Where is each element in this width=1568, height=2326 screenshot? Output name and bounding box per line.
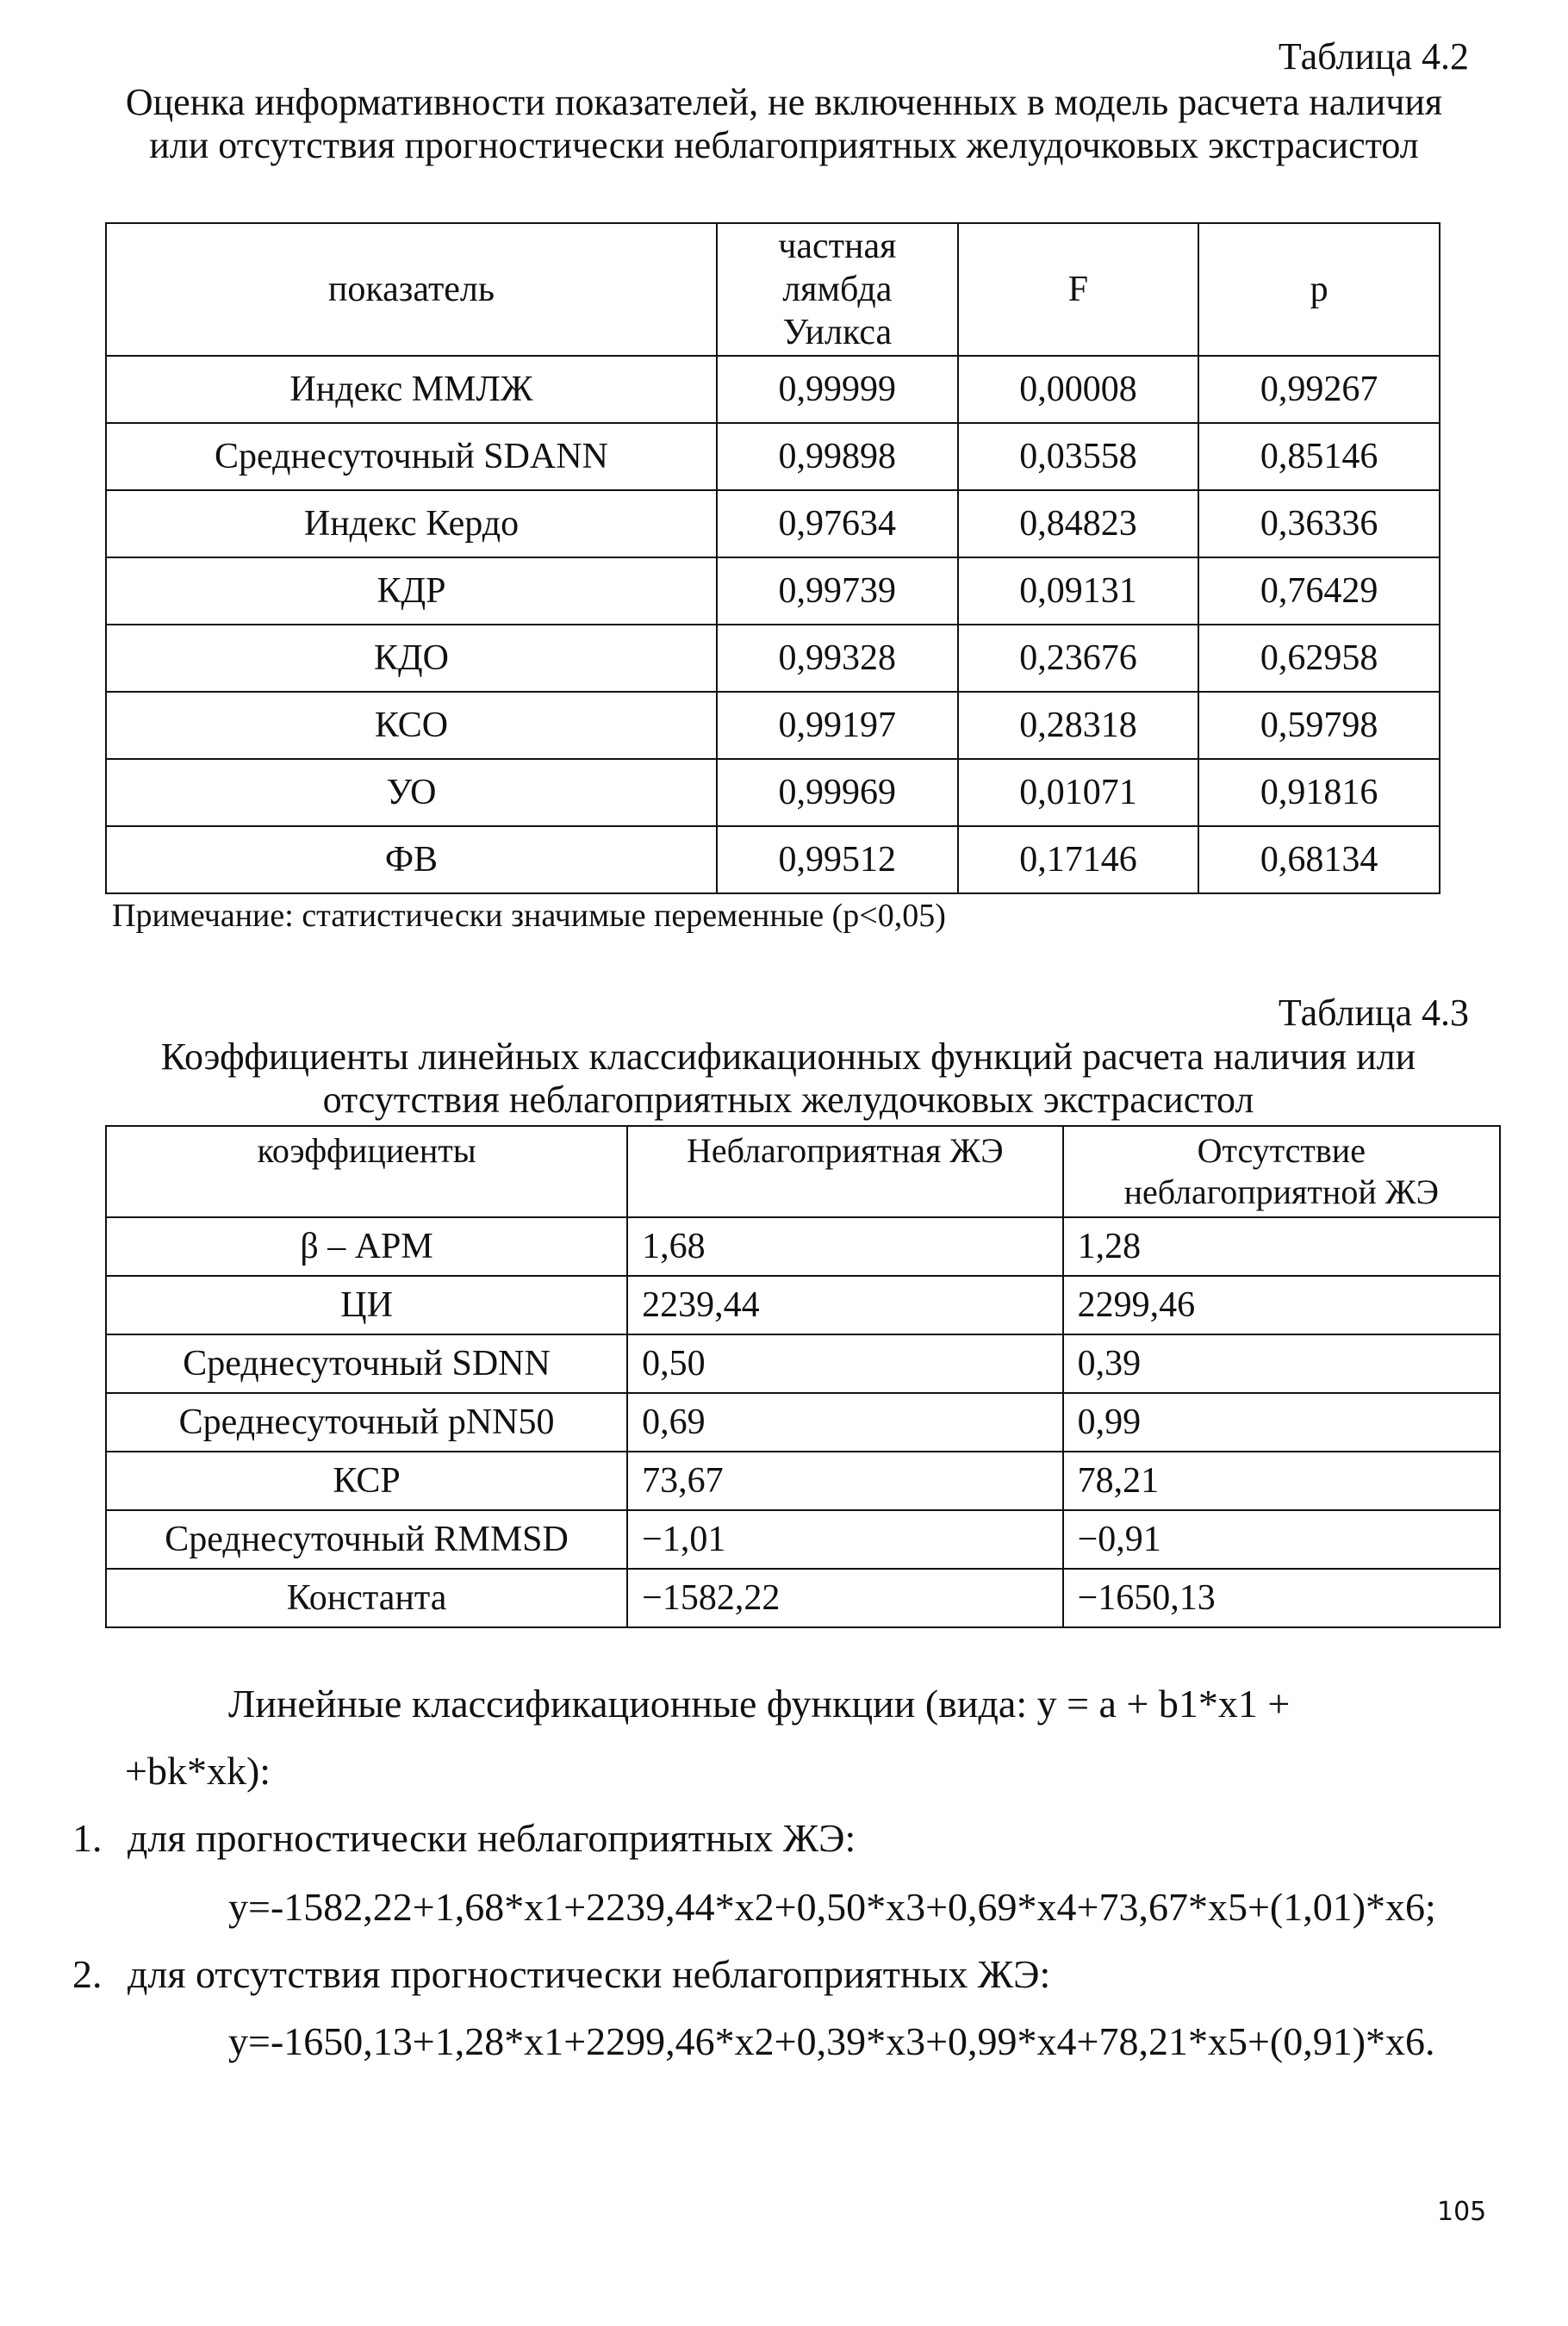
- table1-cell: Индекс ММЛЖ: [106, 356, 717, 423]
- table2-cell: 2299,46: [1063, 1276, 1500, 1334]
- table1-label: Таблица 4.2: [1278, 35, 1469, 78]
- table2-row: [106, 1276, 1500, 1334]
- table2-row: [106, 1334, 1500, 1393]
- table1-cell: 0,36336: [1198, 490, 1440, 557]
- table2-cell: −1582,22: [627, 1569, 1062, 1627]
- table1-cell: 0,99999: [717, 356, 958, 423]
- table1-cell: 0,59798: [1198, 692, 1440, 759]
- table1-cell: УО: [106, 759, 717, 826]
- table1-cell: 0,97634: [717, 490, 958, 557]
- table2-cell: 0,39: [1063, 1334, 1500, 1393]
- table2: [105, 1125, 1501, 1628]
- table1-cell: КДО: [106, 625, 717, 692]
- table1-cell: 0,17146: [958, 826, 1199, 893]
- table1-cell: 0,99197: [717, 692, 958, 759]
- table1-header-cell: частная лямбда Уилкса: [717, 223, 958, 356]
- table1-cell: 0,99898: [717, 423, 958, 490]
- table1-cell: 0,84823: [958, 490, 1199, 557]
- table1-cell: 0,09131: [958, 557, 1199, 625]
- table1-row: [106, 423, 1440, 490]
- table1-cell: 0,99267: [1198, 356, 1440, 423]
- table2-row: [106, 1510, 1500, 1569]
- table2-cell: ЦИ: [106, 1276, 627, 1334]
- table2-cell: 73,67: [627, 1452, 1062, 1510]
- table2-cell: 0,69: [627, 1393, 1062, 1452]
- intro-line-2: +bk*xk):: [125, 1749, 271, 1793]
- table1-cell: КДР: [106, 557, 717, 625]
- table2-cell: Среднесуточный pNN50: [106, 1393, 627, 1452]
- table1-row: [106, 490, 1440, 557]
- table1-row: [106, 557, 1440, 625]
- table1-cell: 0,76429: [1198, 557, 1440, 625]
- table2-row: [106, 1393, 1500, 1452]
- table2-caption: Коэффициенты линейных классификационных функций расчета наличия или отсутствия неблагоприятных желудочковых экстрасистол: [160, 1036, 1416, 1121]
- table1-row: [106, 625, 1440, 692]
- list-item-2: для отсутствия прогностически неблагоприятных ЖЭ:: [128, 1952, 1051, 1996]
- table1-caption: Оценка информативности показателей, не включенных в модель расчета наличия или отсутствия прогностически неблагоприятных желудочковых экстрасистол: [125, 81, 1443, 166]
- table2-header-cell: Неблагоприятная ЖЭ: [627, 1126, 1062, 1217]
- list-number-1: 1.: [72, 1816, 103, 1860]
- table1-header-cell: F: [958, 223, 1199, 356]
- table1-row: [106, 356, 1440, 423]
- formula-1: y=-1582,22+1,68*x1+2239,44*x2+0,50*x3+0,69*x4+73,67*x5+(1,01)*x6;: [228, 1885, 1436, 1929]
- list-item-1: для прогностически неблагоприятных ЖЭ:: [128, 1816, 856, 1860]
- table2-cell: −1650,13: [1063, 1569, 1500, 1627]
- table2-cell: 0,99: [1063, 1393, 1500, 1452]
- intro-line-1: Линейные классификационные функции (вида: y = a + b1*x1 +: [228, 1682, 1291, 1726]
- table2-header-row: [106, 1126, 1500, 1217]
- table2-cell: −0,91: [1063, 1510, 1500, 1569]
- table1-cell: 0,99512: [717, 826, 958, 893]
- table1-cell: 0,03558: [958, 423, 1199, 490]
- table1-cell: 0,99328: [717, 625, 958, 692]
- table2-cell: 78,21: [1063, 1452, 1500, 1510]
- table2-header-cell: коэффициенты: [106, 1126, 627, 1217]
- table2-row: [106, 1217, 1500, 1276]
- table2-cell: Среднесуточный SDNN: [106, 1334, 627, 1393]
- table1-cell: Среднесуточный SDANN: [106, 423, 717, 490]
- table1-cell: 0,00008: [958, 356, 1199, 423]
- table1-cell: 0,01071: [958, 759, 1199, 826]
- table1-row: [106, 759, 1440, 826]
- table2-body: [106, 1217, 1500, 1627]
- table1-cell: 0,28318: [958, 692, 1199, 759]
- table1-header-cell: p: [1198, 223, 1440, 356]
- table1: [105, 222, 1440, 894]
- table2-cell: 0,50: [627, 1334, 1062, 1393]
- table2-cell: β – АРМ: [106, 1217, 627, 1276]
- formula-2: y=-1650,13+1,28*x1+2299,46*x2+0,39*x3+0,99*x4+78,21*x5+(0,91)*x6.: [228, 2019, 1435, 2063]
- table2-row: [106, 1569, 1500, 1627]
- table1-body: [106, 356, 1440, 893]
- table1-cell: Индекс Кердо: [106, 490, 717, 557]
- page-number: 105: [1437, 2197, 1487, 2227]
- table1-cell: 0,23676: [958, 625, 1199, 692]
- table1-cell: 0,91816: [1198, 759, 1440, 826]
- table2-header-cell: Отсутствие неблагоприятной ЖЭ: [1063, 1126, 1500, 1217]
- table1-cell: 0,85146: [1198, 423, 1440, 490]
- table2-cell: 2239,44: [627, 1276, 1062, 1334]
- table2-cell: 1,28: [1063, 1217, 1500, 1276]
- table2-cell: Среднесуточный RMMSD: [106, 1510, 627, 1569]
- list-number-2: 2.: [72, 1952, 103, 1996]
- table1-cell: КСО: [106, 692, 717, 759]
- table2-cell: КСР: [106, 1452, 627, 1510]
- table1-row: [106, 826, 1440, 893]
- table1-note: Примечание: статистически значимые переменные (p<0,05): [112, 898, 946, 934]
- table1-cell: 0,62958: [1198, 625, 1440, 692]
- table1-cell: 0,99739: [717, 557, 958, 625]
- table1-row: [106, 692, 1440, 759]
- table2-row: [106, 1452, 1500, 1510]
- table1-header-row: [106, 223, 1440, 356]
- table2-cell: Константа: [106, 1569, 627, 1627]
- table2-cell: −1,01: [627, 1510, 1062, 1569]
- table1-cell: ФВ: [106, 826, 717, 893]
- table1-cell: 0,99969: [717, 759, 958, 826]
- table1-header-cell: показатель: [106, 223, 717, 356]
- table1-cell: 0,68134: [1198, 826, 1440, 893]
- table2-cell: 1,68: [627, 1217, 1062, 1276]
- table2-label: Таблица 4.3: [1278, 992, 1469, 1034]
